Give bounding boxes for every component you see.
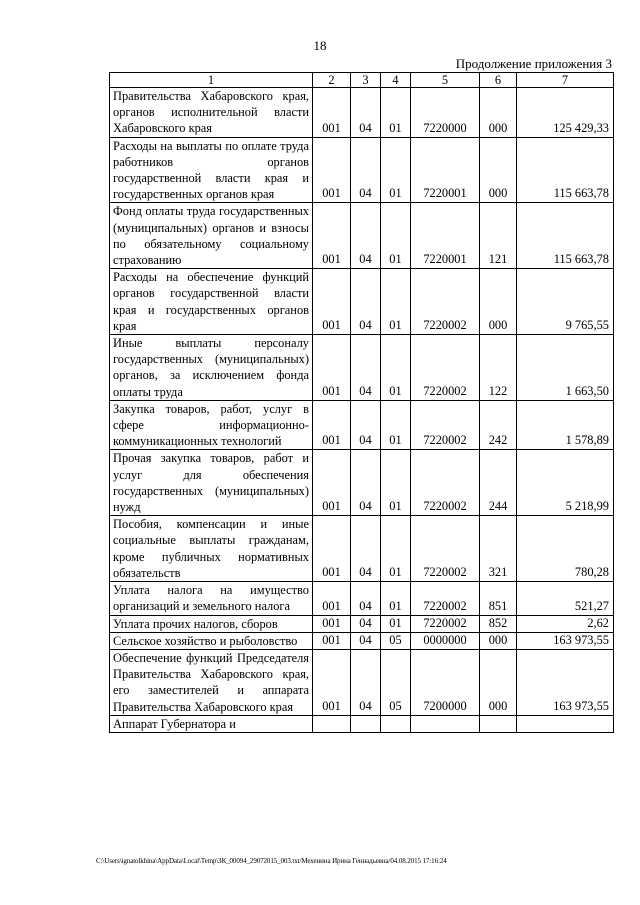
column-header: 5: [411, 73, 480, 88]
code-cell: 001: [313, 137, 351, 203]
table-row: [110, 88, 614, 138]
code-cell: 001: [313, 649, 351, 715]
subsection-cell: 01: [381, 400, 411, 450]
table-row: [110, 615, 614, 632]
amount-cell: 9 765,55: [517, 269, 614, 335]
section-cell: 04: [351, 450, 381, 516]
table-row: [110, 269, 614, 335]
subsection-cell: 01: [381, 450, 411, 516]
subsection-cell: 01: [381, 335, 411, 401]
target-article-cell: 0000000: [411, 632, 480, 649]
section-cell: 04: [351, 269, 381, 335]
table-row: [110, 137, 614, 203]
column-header: 1: [110, 73, 313, 88]
subsection-cell: 01: [381, 203, 411, 269]
amount-cell: 163 973,55: [517, 649, 614, 715]
section-cell: 04: [351, 203, 381, 269]
code-cell: 001: [313, 203, 351, 269]
table-row: [110, 632, 614, 649]
expense-name-cell: Обеспечение функций Председателя Правительства Хабаровского края, его заместителей и аппарата Правительства Хабаровского края: [110, 649, 313, 715]
budget-table: [109, 72, 614, 733]
column-header: 7: [517, 73, 614, 88]
section-cell: 04: [351, 516, 381, 582]
target-article-cell: 7220001: [411, 137, 480, 203]
code-cell: 001: [313, 615, 351, 632]
expense-type-cell: 851: [480, 582, 517, 615]
appendix-caption: Продолжение приложения 3: [455, 56, 612, 71]
expense-type-cell: 244: [480, 450, 517, 516]
section-cell: [351, 715, 381, 732]
target-article-cell: 7220002: [411, 582, 480, 615]
target-article-cell: 7220002: [411, 269, 480, 335]
table-row: [110, 450, 614, 516]
amount-cell: 1 578,89: [517, 400, 614, 450]
expense-name-cell: Уплата налога на имущество организаций и земельного налога: [110, 582, 313, 615]
code-cell: 001: [313, 335, 351, 401]
expense-type-cell: 000: [480, 137, 517, 203]
expense-type-cell: 852: [480, 615, 517, 632]
subsection-cell: 05: [381, 632, 411, 649]
expense-type-cell: 000: [480, 88, 517, 138]
table-row: [110, 400, 614, 450]
expense-type-cell: 000: [480, 649, 517, 715]
section-cell: 04: [351, 615, 381, 632]
target-article-cell: [411, 715, 480, 732]
expense-name-cell: Иные выплаты персоналу государственных (муниципальных) органов, за исключением фонда оплаты труда: [110, 335, 313, 401]
footer-file-path: C:\Users\ignatolkhina\AppData\Local\Temp\ЗК_00094_29072015_003.txt/Мехенина Ирина Геннадьевна/04.08.2015 17:16:24: [96, 857, 447, 865]
expense-name-cell: Фонд оплаты труда государственных (муниципальных) органов и взносы по обязательному социальному страхованию: [110, 203, 313, 269]
amount-cell: 2,62: [517, 615, 614, 632]
code-cell: 001: [313, 88, 351, 138]
header-row: [110, 73, 614, 88]
subsection-cell: [381, 715, 411, 732]
subsection-cell: 01: [381, 615, 411, 632]
expense-type-cell: [480, 715, 517, 732]
amount-cell: [517, 715, 614, 732]
subsection-cell: 05: [381, 649, 411, 715]
subsection-cell: 01: [381, 582, 411, 615]
subsection-cell: 01: [381, 516, 411, 582]
expense-type-cell: 122: [480, 335, 517, 401]
section-cell: 04: [351, 137, 381, 203]
target-article-cell: 7220001: [411, 203, 480, 269]
amount-cell: 115 663,78: [517, 137, 614, 203]
subsection-cell: 01: [381, 137, 411, 203]
table-row: [110, 715, 614, 732]
column-header: 3: [351, 73, 381, 88]
expense-name-cell: Пособия, компенсации и иные социальные выплаты гражданам, кроме публичных нормативных обязательств: [110, 516, 313, 582]
column-header: 6: [480, 73, 517, 88]
section-cell: 04: [351, 632, 381, 649]
code-cell: [313, 715, 351, 732]
amount-cell: 521,27: [517, 582, 614, 615]
target-article-cell: 7220002: [411, 335, 480, 401]
target-article-cell: 7220002: [411, 400, 480, 450]
target-article-cell: 7220002: [411, 516, 480, 582]
target-article-cell: 7200000: [411, 649, 480, 715]
section-cell: 04: [351, 649, 381, 715]
target-article-cell: 7220002: [411, 450, 480, 516]
expense-name-cell: Сельское хозяйство и рыболовство: [110, 632, 313, 649]
expense-name-cell: Аппарат Губернатора и: [110, 715, 313, 732]
column-header: 4: [381, 73, 411, 88]
expense-name-cell: Расходы на выплаты по оплате труда работников органов государственной власти края и государственных органов края: [110, 137, 313, 203]
column-header: 2: [313, 73, 351, 88]
expense-name-cell: Расходы на обеспечение функций органов государственной власти края и государственных органов края: [110, 269, 313, 335]
expense-name-cell: Правительства Хабаровского края, органов исполнительной власти Хабаровского края: [110, 88, 313, 138]
table-row: [110, 516, 614, 582]
target-article-cell: 7220000: [411, 88, 480, 138]
expense-name-cell: Закупка товаров, работ, услуг в сфере информационно-коммуникационных технологий: [110, 400, 313, 450]
expense-type-cell: 121: [480, 203, 517, 269]
amount-cell: 5 218,99: [517, 450, 614, 516]
table-row: [110, 582, 614, 615]
amount-cell: 125 429,33: [517, 88, 614, 138]
expense-type-cell: 242: [480, 400, 517, 450]
table-row: [110, 203, 614, 269]
expense-type-cell: 321: [480, 516, 517, 582]
code-cell: 001: [313, 400, 351, 450]
section-cell: 04: [351, 400, 381, 450]
section-cell: 04: [351, 88, 381, 138]
code-cell: 001: [313, 516, 351, 582]
expense-type-cell: 000: [480, 632, 517, 649]
expense-name-cell: Прочая закупка товаров, работ и услуг для обеспечения государственных (муниципальных) нужд: [110, 450, 313, 516]
expense-type-cell: 000: [480, 269, 517, 335]
expense-name-cell: Уплата прочих налогов, сборов: [110, 615, 313, 632]
code-cell: 001: [313, 269, 351, 335]
amount-cell: 115 663,78: [517, 203, 614, 269]
section-cell: 04: [351, 335, 381, 401]
amount-cell: 780,28: [517, 516, 614, 582]
section-cell: 04: [351, 582, 381, 615]
code-cell: 001: [313, 582, 351, 615]
code-cell: 001: [313, 450, 351, 516]
subsection-cell: 01: [381, 269, 411, 335]
table-row: [110, 335, 614, 401]
subsection-cell: 01: [381, 88, 411, 138]
amount-cell: 1 663,50: [517, 335, 614, 401]
code-cell: 001: [313, 632, 351, 649]
page-number: 18: [313, 38, 327, 53]
table-row: [110, 649, 614, 715]
amount-cell: 163 973,55: [517, 632, 614, 649]
target-article-cell: 7220002: [411, 615, 480, 632]
